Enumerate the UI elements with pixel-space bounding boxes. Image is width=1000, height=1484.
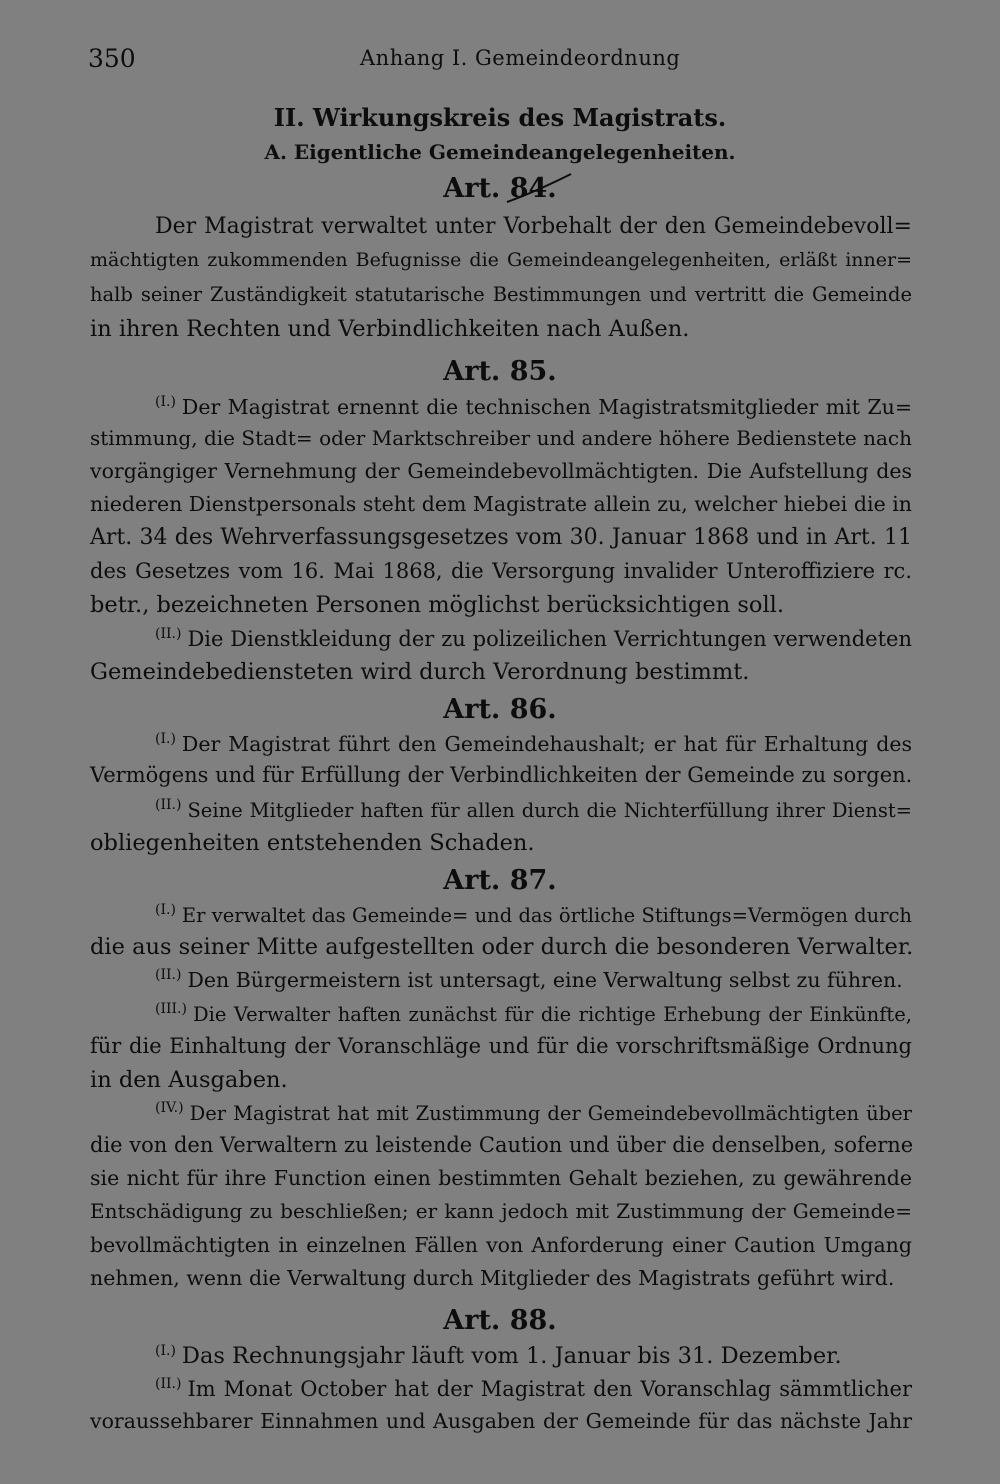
paragraph-line bbox=[155, 1100, 912, 1125]
text-line: Art. 34 des Wehrverfassungsgesetzes vom 30. Januar 1868 und in Art. 11 bbox=[90, 525, 912, 550]
paragraph-marker: (I.) bbox=[155, 731, 176, 747]
paragraph-line bbox=[155, 1376, 912, 1401]
page-number: 350 bbox=[88, 44, 136, 73]
text-line: bevollmächtigten in einzelnen Fällen von Anforderung einer Caution Umgang bbox=[90, 1233, 912, 1257]
text-line: in den Ausgaben. bbox=[90, 1067, 288, 1093]
text-line: Seine Mitglieder haften für allen durch die Nichterfüllung ihrer Dienst= bbox=[187, 799, 912, 822]
text-line: Die Dienstkleidung der zu polizeilichen Verrichtungen verwendeten bbox=[187, 627, 912, 651]
paragraph-line bbox=[155, 1343, 912, 1369]
text-line: Im Monat October hat der Magistrat den Voranschlag sämmtlicher bbox=[187, 1377, 912, 1401]
text-line: des Gesetzes vom 16. Mai 1868, die Versorgung invalider Unteroffiziere rc. bbox=[90, 559, 912, 583]
text-line: nehmen, wenn die Verwaltung durch Mitglieder des Magistrats geführt wird. bbox=[90, 1266, 895, 1290]
paragraph-marker: (I.) bbox=[155, 902, 176, 918]
paragraph-line bbox=[155, 394, 912, 419]
paragraph-marker: (IV.) bbox=[155, 1100, 184, 1116]
text-line: obliegenheiten entstehenden Schaden. bbox=[90, 830, 535, 856]
paragraph-line bbox=[155, 967, 912, 992]
text-line: Er verwaltet das Gemeinde= und das örtliche Stiftungs=Vermögen durch bbox=[181, 904, 912, 927]
paragraph-marker: (I.) bbox=[155, 1343, 176, 1359]
text-line: stimmung, die Stadt= oder Marktschreiber und andere höhere Bedienstete nach bbox=[90, 426, 912, 450]
article-85-heading: Art. 85. bbox=[443, 356, 557, 387]
text-line: für die Einhaltung der Voranschläge und für die vorschriftsmäßige Ordnung bbox=[90, 1034, 912, 1058]
text-line: Der Magistrat ernennt die technischen Magistratsmitglieder mit Zu= bbox=[181, 395, 912, 419]
text-line: voraussehbarer Einnahmen und Ausgaben der Gemeinde für das nächste Jahr bbox=[90, 1409, 912, 1433]
text-line: in ihren Rechten und Verbindlichkeiten nach Außen. bbox=[90, 316, 690, 342]
text-line: Das Rechnungsjahr läuft vom 1. Januar bis 31. Dezember. bbox=[181, 1343, 842, 1369]
paragraph-marker: (II.) bbox=[155, 967, 182, 983]
paragraph-line bbox=[155, 902, 912, 927]
paragraph-marker: (II.) bbox=[155, 626, 182, 642]
text-line: die aus seiner Mitte aufgestellten oder durch die besonderen Verwalter. bbox=[90, 934, 914, 960]
paragraph-marker: (II.) bbox=[155, 797, 182, 813]
text-line: Die Verwalter haften zunächst für die richtige Erhebung der Einkünfte, bbox=[192, 1003, 912, 1026]
section-subtitle: A. Eigentliche Gemeindeangelegenheiten. bbox=[264, 140, 736, 164]
text-line: sie nicht für ihre Function einen bestimmten Gehalt beziehen, zu gewährende bbox=[90, 1166, 912, 1190]
text-line: Der Magistrat verwaltet unter Vorbehalt der den Gemeindebevoll= bbox=[155, 214, 912, 239]
running-title: Anhang I. Gemeindeordnung bbox=[360, 46, 681, 70]
text-line: mächtigten zukommenden Befugnisse die Gemeindeangelegenheiten, erläßt inner= bbox=[90, 249, 912, 271]
text-line: Der Magistrat hat mit Zustimmung der Gemeindebevollmächtigten über bbox=[189, 1102, 912, 1125]
section-title: II. Wirkungskreis des Magistrats. bbox=[273, 103, 727, 132]
text-line: Der Magistrat führt den Gemeindehaushalt; er hat für Erhaltung des bbox=[181, 732, 912, 756]
text-line: Entschädigung zu beschließen; er kann jedoch mit Zustimmung der Gemeinde= bbox=[90, 1199, 912, 1223]
paragraph-line bbox=[155, 626, 912, 651]
paragraph-line bbox=[155, 731, 912, 756]
text-line: Den Bürgermeistern ist untersagt, eine Verwaltung selbst zu führen. bbox=[187, 968, 903, 992]
text-line: betr., bezeichneten Personen möglichst berücksichtigen soll. bbox=[90, 592, 785, 618]
paragraph-marker: (III.) bbox=[155, 1001, 187, 1017]
text-line: niederen Dienstpersonals steht dem Magistrate allein zu, welcher hiebei die in bbox=[90, 492, 912, 516]
paragraph-marker: (I.) bbox=[155, 394, 176, 410]
pencil-strike-mark bbox=[505, 172, 575, 208]
article-86-heading: Art. 86. bbox=[443, 694, 557, 725]
article-87-heading: Art. 87. bbox=[443, 865, 557, 896]
text-line: Gemeindebediensteten wird durch Verordnung bestimmt. bbox=[90, 659, 750, 685]
text-line: vorgängiger Vernehmung der Gemeindebevollmächtigten. Die Aufstellung des bbox=[90, 459, 912, 483]
paragraph-marker: (II.) bbox=[155, 1376, 182, 1392]
paragraph-line bbox=[155, 1001, 912, 1026]
text-line: Vermögens und für Erfüllung der Verbindlichkeiten der Gemeinde zu sorgen. bbox=[90, 763, 913, 787]
text-line: halb seiner Zuständigkeit statutarische Bestimmungen und vertritt die Gemeinde bbox=[90, 283, 912, 306]
article-84-heading: Art. 84. bbox=[443, 173, 557, 204]
text-line: die von den Verwaltern zu leistende Caution und über die denselben, soferne bbox=[90, 1133, 914, 1157]
paragraph-line bbox=[155, 797, 912, 822]
article-88-heading: Art. 88. bbox=[443, 1305, 557, 1336]
